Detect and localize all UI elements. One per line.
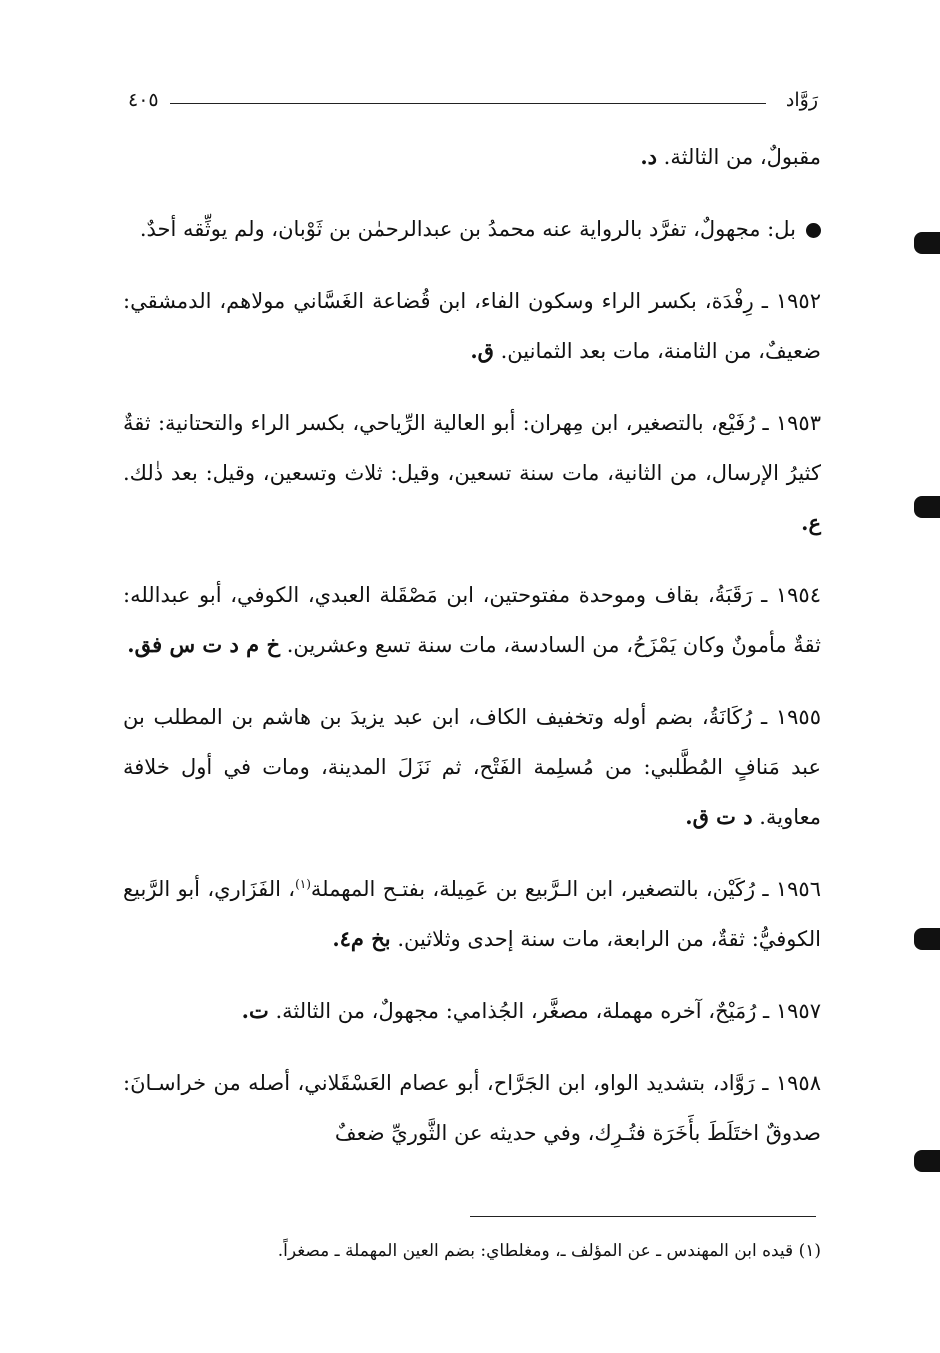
sigla: بخ م٤.	[332, 926, 391, 951]
header-rule	[170, 103, 766, 104]
sigla: ع.	[801, 510, 821, 535]
running-head	[128, 86, 818, 116]
entry-1953: ١٩٥٣ ـ رُفَيْع، بالتصغير، ابن مِهران: أبو العالية الرِّياحي، بكسر الراء والتحتانية: ثقةٌ كثيرُ الإرسال، من الثانية، مات سنة تسعين، وقيل: ثلاث وتسعين، وقيل: بعد ذٰلك. ع.	[123, 411, 821, 535]
running-title: رَوَّاد	[785, 89, 818, 111]
footnote-marker[interactable]: (١)	[295, 877, 311, 891]
footnote-rule	[470, 1216, 816, 1217]
sigla: د ت ق.	[685, 804, 753, 829]
entry-1956: ١٩٥٦ ـ رُكَيْن، بالتصغير، ابن الـرَّبيع بن عَمِيلة، بفتـح المهملة$^{(١)}$، الفَزَاري، أبو الرَّبيع الكوفيُّ: ثقةٌ، من الرابعة، مات سنة إحدى وثلاثين. بخ م٤.	[123, 877, 821, 951]
bullet-icon	[806, 223, 821, 238]
editor-note: بل: مجهولٌ، تفرَّد بالرواية عنه محمدُ بن عبدالرحمٰن بن ثَوْبان، ولم يوثِّقه أحدٌ.	[123, 204, 821, 254]
margin-tab-marker	[914, 496, 940, 518]
page-number: ٤٠٥	[128, 89, 159, 111]
entry-1958: ١٩٥٨ ـ رَوَّاد، بتشديد الواو، ابن الجَرَّاح، أبو عصام العَسْقَلاني، أصله من خراسـانَ: صدوقٌ اختَلَطَ بأَخَرَة فتُـرِك، وفي حديثه عن الثَّوريِّ ضعفٌ	[123, 1071, 821, 1145]
entry-1954: ١٩٥٤ ـ رَقَبَةُ، بقاف وموحدة مفتوحتين، ابن مَصْقَلة العبدي، الكوفي، أبو عبدالله: ثقةٌ مأمونٌ وكان يَمْزَحُ، من السادسة، مات سنة تسع وعشرين. خ م د ت س فق.	[123, 583, 821, 657]
entry-1957: ١٩٥٧ ـ رُمَيْحٌ، آخره مهملة، مصغَّر، الجُذامي: مجهولٌ، من الثالثة. ت.	[241, 998, 821, 1023]
entry-1952: ١٩٥٢ ـ رِفْدَة، بكسر الراء وسكون الفاء، ابن قُضاعة الغَسَّاني مولاهم، الدمشقي: ضعيفٌ، من الثامنة، مات بعد الثمانين. ق.	[123, 289, 821, 363]
main-text	[123, 132, 821, 1158]
entry-continuation: مقبولٌ، من الثالثة. د.	[640, 144, 821, 169]
entry-1955: ١٩٥٥ ـ رُكَانَةُ، بضم أوله وتخفيف الكاف، ابن عبد يزيدَ بن هاشم بن المطلب بن عبد مَنافٍ المُطَّلبي: من مُسلِمة الفَتْح، ثم نَزَلَ المدينة، ومات في أول خلافة معاوية. د ت ق.	[123, 705, 821, 829]
footnote: (١) قيده ابن المهندس ـ عن المؤلف ـ، ومغلطاي: بضم العين المهملة ـ مصغراً.	[277, 1241, 821, 1261]
sigla: د.	[640, 144, 657, 169]
sigla: ت.	[241, 998, 269, 1023]
sigla: ق.	[470, 338, 494, 363]
margin-tab-marker	[914, 232, 940, 254]
sigla: خ م د ت س فق.	[127, 632, 281, 657]
margin-tab-marker	[914, 928, 940, 950]
margin-tab-marker	[914, 1150, 940, 1172]
